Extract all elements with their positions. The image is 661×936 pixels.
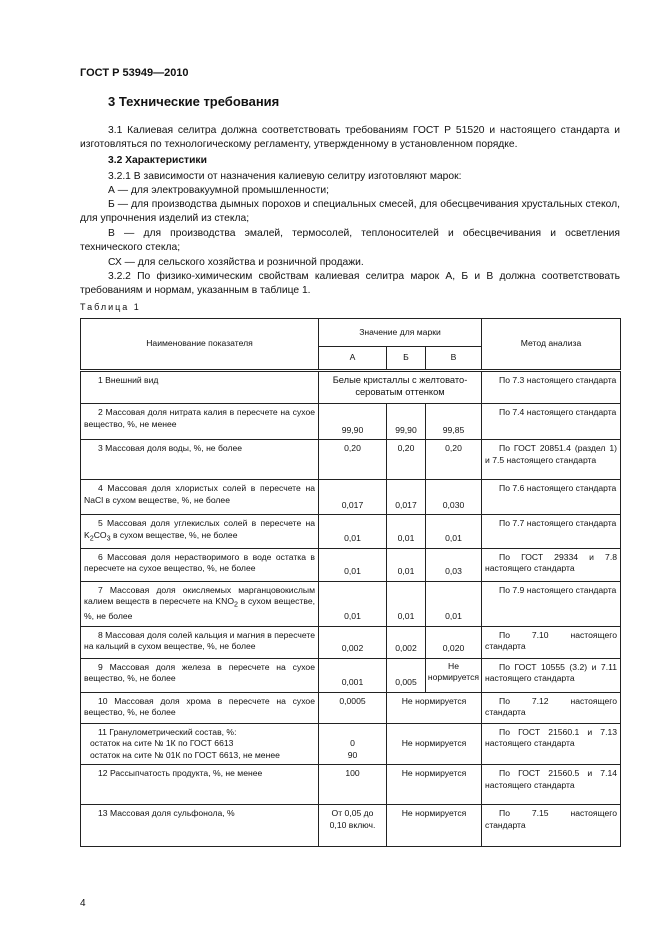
row-name: 3 Массовая доля воды, %, не более [81, 440, 319, 480]
header-grade-v: В [426, 347, 482, 371]
row-value-v: 0,01 [426, 581, 482, 626]
grade-cx: СХ — для сельского хозяйства и розничной продажи. [108, 257, 364, 268]
table-caption: Таблица 1 [80, 302, 141, 312]
heading-3-2: 3.2 Характеристики [108, 155, 207, 166]
table-row [81, 404, 621, 440]
row-value-v: 0,03 [426, 548, 482, 581]
row-value-v: 0,030 [426, 480, 482, 515]
row-value-a: 0 90 [319, 723, 387, 765]
table-row [81, 765, 621, 805]
row-method: По 7.3 настоящего стандарта [482, 371, 621, 404]
table-row [81, 805, 621, 847]
row-value-v: 0,20 [426, 440, 482, 480]
row-name: 9 Массовая доля железа в пересчете на сухое вещество, %, не более [81, 658, 319, 692]
row-value-b: 0,01 [387, 581, 426, 626]
requirements-table [80, 318, 621, 847]
paragraph-3-2-1: 3.2.1 В зависимости от назначения калиевую селитру изготовляют марок: [108, 171, 462, 182]
row-method: По 7.7 настоящего стандарта [482, 515, 621, 549]
row-value-a: 0,017 [319, 480, 387, 515]
row-name: 12 Рассыпчатость продукта, %, не менее [81, 765, 319, 805]
row-name: 2 Массовая доля нитрата калия в пересчете на сухое вещество, %, не менее [81, 404, 319, 440]
header-grade-b: Б [387, 347, 426, 371]
row-value-a: 0,01 [319, 515, 387, 549]
row-value-a: 100 [319, 765, 387, 805]
row-method: По ГОСТ 10555 (3.2) и 7.11 настоящего стандарта [482, 658, 621, 692]
row-name: 11 Гранулометрический состав, %: остаток на сите № 1К по ГОСТ 6613 остаток на сите № 01К по ГОСТ 6613, не менее [81, 723, 319, 765]
row-method: По 7.9 настоящего стандарта [482, 581, 621, 626]
table-row [81, 440, 621, 480]
row-name: 5 Массовая доля углекислых солей в пересчете на $K_2CO_3$ в сухом веществе, %, не более [81, 515, 319, 549]
row-value-b: 0,20 [387, 440, 426, 480]
section-title: 3 Технические требования [108, 94, 280, 109]
row-method: По 7.10 настоящего стандарта [482, 626, 621, 658]
row-value-a: 99,90 [319, 404, 387, 440]
table-row [81, 626, 621, 658]
header-grade-a: А [319, 347, 387, 371]
table-row [81, 548, 621, 581]
row-value-a: 0,01 [319, 548, 387, 581]
row-value-b: 99,90 [387, 404, 426, 440]
row-value-bv: Не нормируется [387, 765, 482, 805]
header-name: Наименование показателя [81, 319, 319, 371]
row-value-v: Не нормируется [426, 658, 482, 692]
row-value-a: 0,20 [319, 440, 387, 480]
row-method: По ГОСТ 21560.5 и 7.14 настоящего стандарта [482, 765, 621, 805]
row-name: 8 Массовая доля солей кальция и магния в пересчете на кальций в сухом веществе, %, не более [81, 626, 319, 658]
row-method: По 7.6 настоящего стандарта [482, 480, 621, 515]
row-value-b: 0,005 [387, 658, 426, 692]
row-value-merged: Белые кристаллы с желтовато-сероватым оттенком [319, 371, 482, 404]
paragraph-3-2-2: 3.2.2 По физико-химическим свойствам калиевая селитра марок А, Б и В должна соответствовать требованиям и нормам, указанным в таблице 1. [80, 271, 620, 297]
row-value-b: 0,002 [387, 626, 426, 658]
header-value-group: Значение для марки [319, 319, 482, 347]
row-value-a: От 0,05 до 0,10 включ. [319, 805, 387, 847]
table-row [81, 480, 621, 515]
grade-b: Б — для производства дымных порохов и специальных смесей, для обесцвечивания хрустальных стекол, для упрочнения изделий из стекла; [80, 199, 620, 225]
row-value-bv: Не нормируется [387, 723, 482, 765]
row-method: По 7.15 настоящего стандарта [482, 805, 621, 847]
document-header: ГОСТ Р 53949—2010 [80, 67, 189, 79]
row-value-a: 0,0005 [319, 692, 387, 723]
row-name: 1 Внешний вид [81, 371, 319, 404]
paragraph-3-1: 3.1 Калиевая селитра должна соответствовать требованиям ГОСТ Р 51520 и настоящего стандарта и изготовляться по технологическому регламенту, утвержденному в установленном порядке. [80, 125, 620, 151]
row-value-b: 0,01 [387, 515, 426, 549]
table-row [81, 371, 621, 404]
row-value-b: 0,01 [387, 548, 426, 581]
table-row [81, 581, 621, 626]
row-value-v: 99,85 [426, 404, 482, 440]
row-value-a: 0,01 [319, 581, 387, 626]
row-value-b: 0,017 [387, 480, 426, 515]
row-method: По 7.12 настоящего стандарта [482, 692, 621, 723]
table-row [81, 692, 621, 723]
row-name: 6 Массовая доля нерастворимого в воде остатка в пересчете на сухое вещество, %, не более [81, 548, 319, 581]
table-row [81, 515, 621, 549]
row-value-v: 0,01 [426, 515, 482, 549]
page-number: 4 [80, 898, 86, 909]
row-value-a: 0,002 [319, 626, 387, 658]
table-row [81, 723, 621, 765]
grade-a: А — для электровакуумной промышленности; [108, 185, 329, 196]
row-name: 10 Массовая доля хрома в пересчете на сухое вещество, %, не более [81, 692, 319, 723]
row-value-v: 0,020 [426, 626, 482, 658]
row-method: По ГОСТ 29334 и 7.8 настоящего стандарта [482, 548, 621, 581]
row-name: 7 Массовая доля окисляемых марганцовокислым калием веществ в пересчете на $KNO_2$ в сухом веществе, %, не более [81, 581, 319, 626]
row-value-bv: Не нормируется [387, 692, 482, 723]
grade-v: В — для производства эмалей, термосолей, теплоносителей и обесцвечивания и осветления технического стекла; [80, 228, 620, 254]
row-method: По ГОСТ 20851.4 (раздел 1) и 7.5 настоящего стандарта [482, 440, 621, 480]
row-method: По 7.4 настоящего стандарта [482, 404, 621, 440]
table-row [81, 658, 621, 692]
row-value-bv: Не нормируется [387, 805, 482, 847]
row-name: 13 Массовая доля сульфонола, % [81, 805, 319, 847]
row-name: 4 Массовая доля хлористых солей в пересчете на NaCl в сухом веществе, %, не более [81, 480, 319, 515]
row-method: По ГОСТ 21560.1 и 7.13 настоящего стандарта [482, 723, 621, 765]
header-method: Метод анализа [482, 319, 621, 371]
row-value-a: 0,001 [319, 658, 387, 692]
